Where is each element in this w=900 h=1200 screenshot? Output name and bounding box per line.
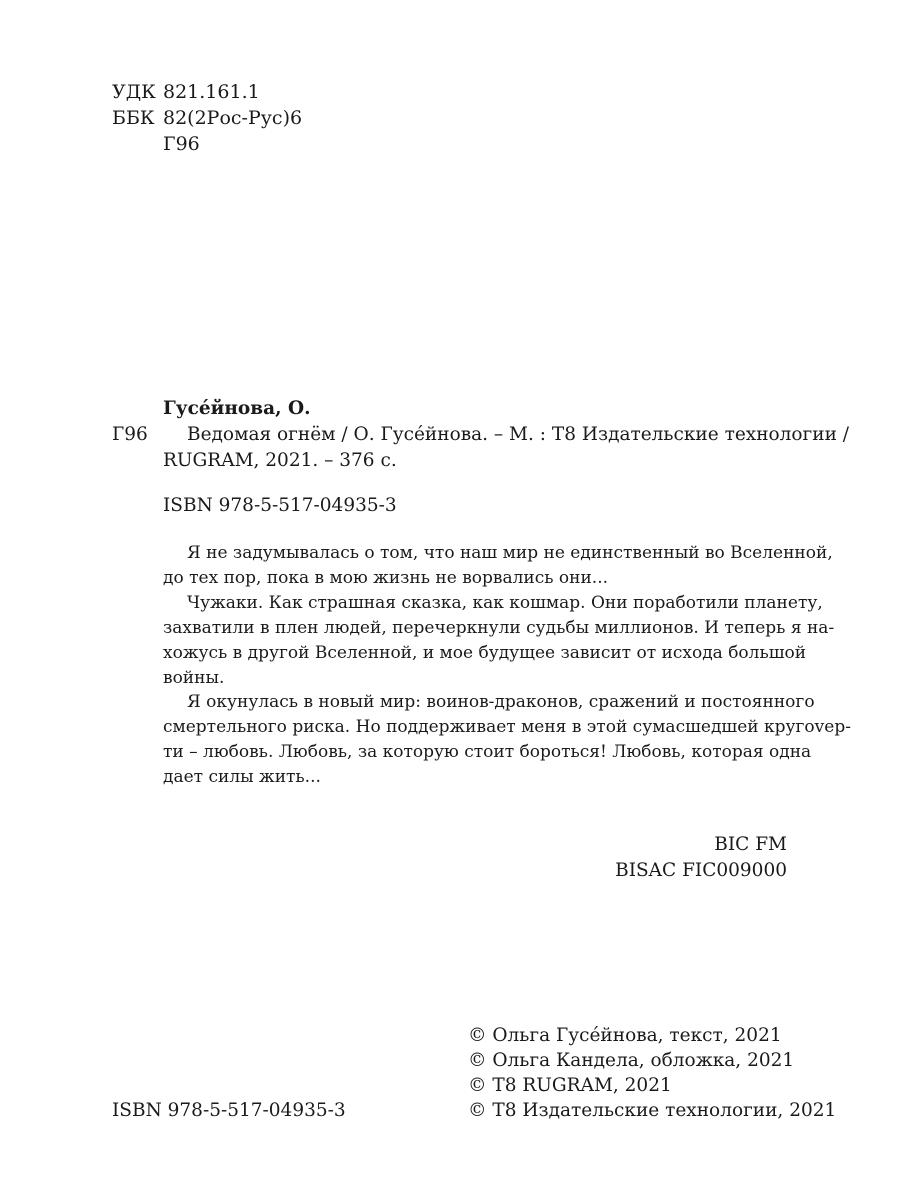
annotation-line: до тех пор, пока в мою жизнь не ворвались они...: [163, 568, 609, 588]
annotation-line: Я не задумывалась о том, что наш мир не единственный во Вселенной,: [187, 543, 833, 563]
annotation-line: ти – любовь. Любовь, за которую стоит бороться! Любовь, которая одна: [163, 742, 812, 762]
copyright-line: © Т8 Издательские технологии, 2021: [468, 1100, 837, 1121]
annotation-line: захватили в плен людей, перечеркнули судьбы миллионов. И теперь я на-: [163, 618, 835, 638]
copyright-line: © Т8 RUGRAM, 2021: [468, 1075, 672, 1096]
bbk-label: ББК: [112, 107, 155, 129]
bbk-value: 82(2Рос-Рус)6: [163, 107, 303, 129]
bib-description-line2: RUGRAM, 2021. – 376 с.: [163, 450, 397, 471]
annotation-line: хожусь в другой Вселенной, и мое будущее зависит от исхода большой: [163, 643, 807, 663]
annotation-line: смертельного риска. Но поддерживает меня в этой сумасшедшей кругovер-: [163, 717, 851, 737]
udk-value: 821.161.1: [163, 81, 260, 103]
author-heading: Гусе́йнова, О.: [163, 398, 311, 419]
udk-label: УДК: [112, 81, 156, 103]
copyright-line: © Ольга Кандела, обложка, 2021: [468, 1050, 795, 1071]
annotation-line: войны.: [163, 668, 225, 688]
footer-isbn: ISBN 978-5-517-04935-3: [112, 1100, 346, 1121]
author-mark-top: Г96: [163, 133, 200, 155]
author-mark-side: Г96: [112, 424, 148, 445]
bisac-code: BISAC FIC009000: [615, 860, 787, 881]
annotation-line: дает силы жить...: [163, 767, 321, 787]
annotation-line: Чужаки. Как страшная сказка, как кошмар. Они поработили планету,: [187, 593, 823, 613]
bib-isbn: ISBN 978-5-517-04935-3: [163, 495, 397, 516]
annotation-line: Я окунулась в новый мир: воинов-драконов, сражений и постоянного: [187, 692, 815, 712]
bib-description-line1: Ведомая огнём / О. Гусе́йнова. – М. : Т8 Издательские технологии /: [187, 424, 850, 445]
copyright-line: © Ольга Гусе́йнова, текст, 2021: [468, 1025, 782, 1046]
bic-code: BIC FM: [714, 834, 787, 855]
